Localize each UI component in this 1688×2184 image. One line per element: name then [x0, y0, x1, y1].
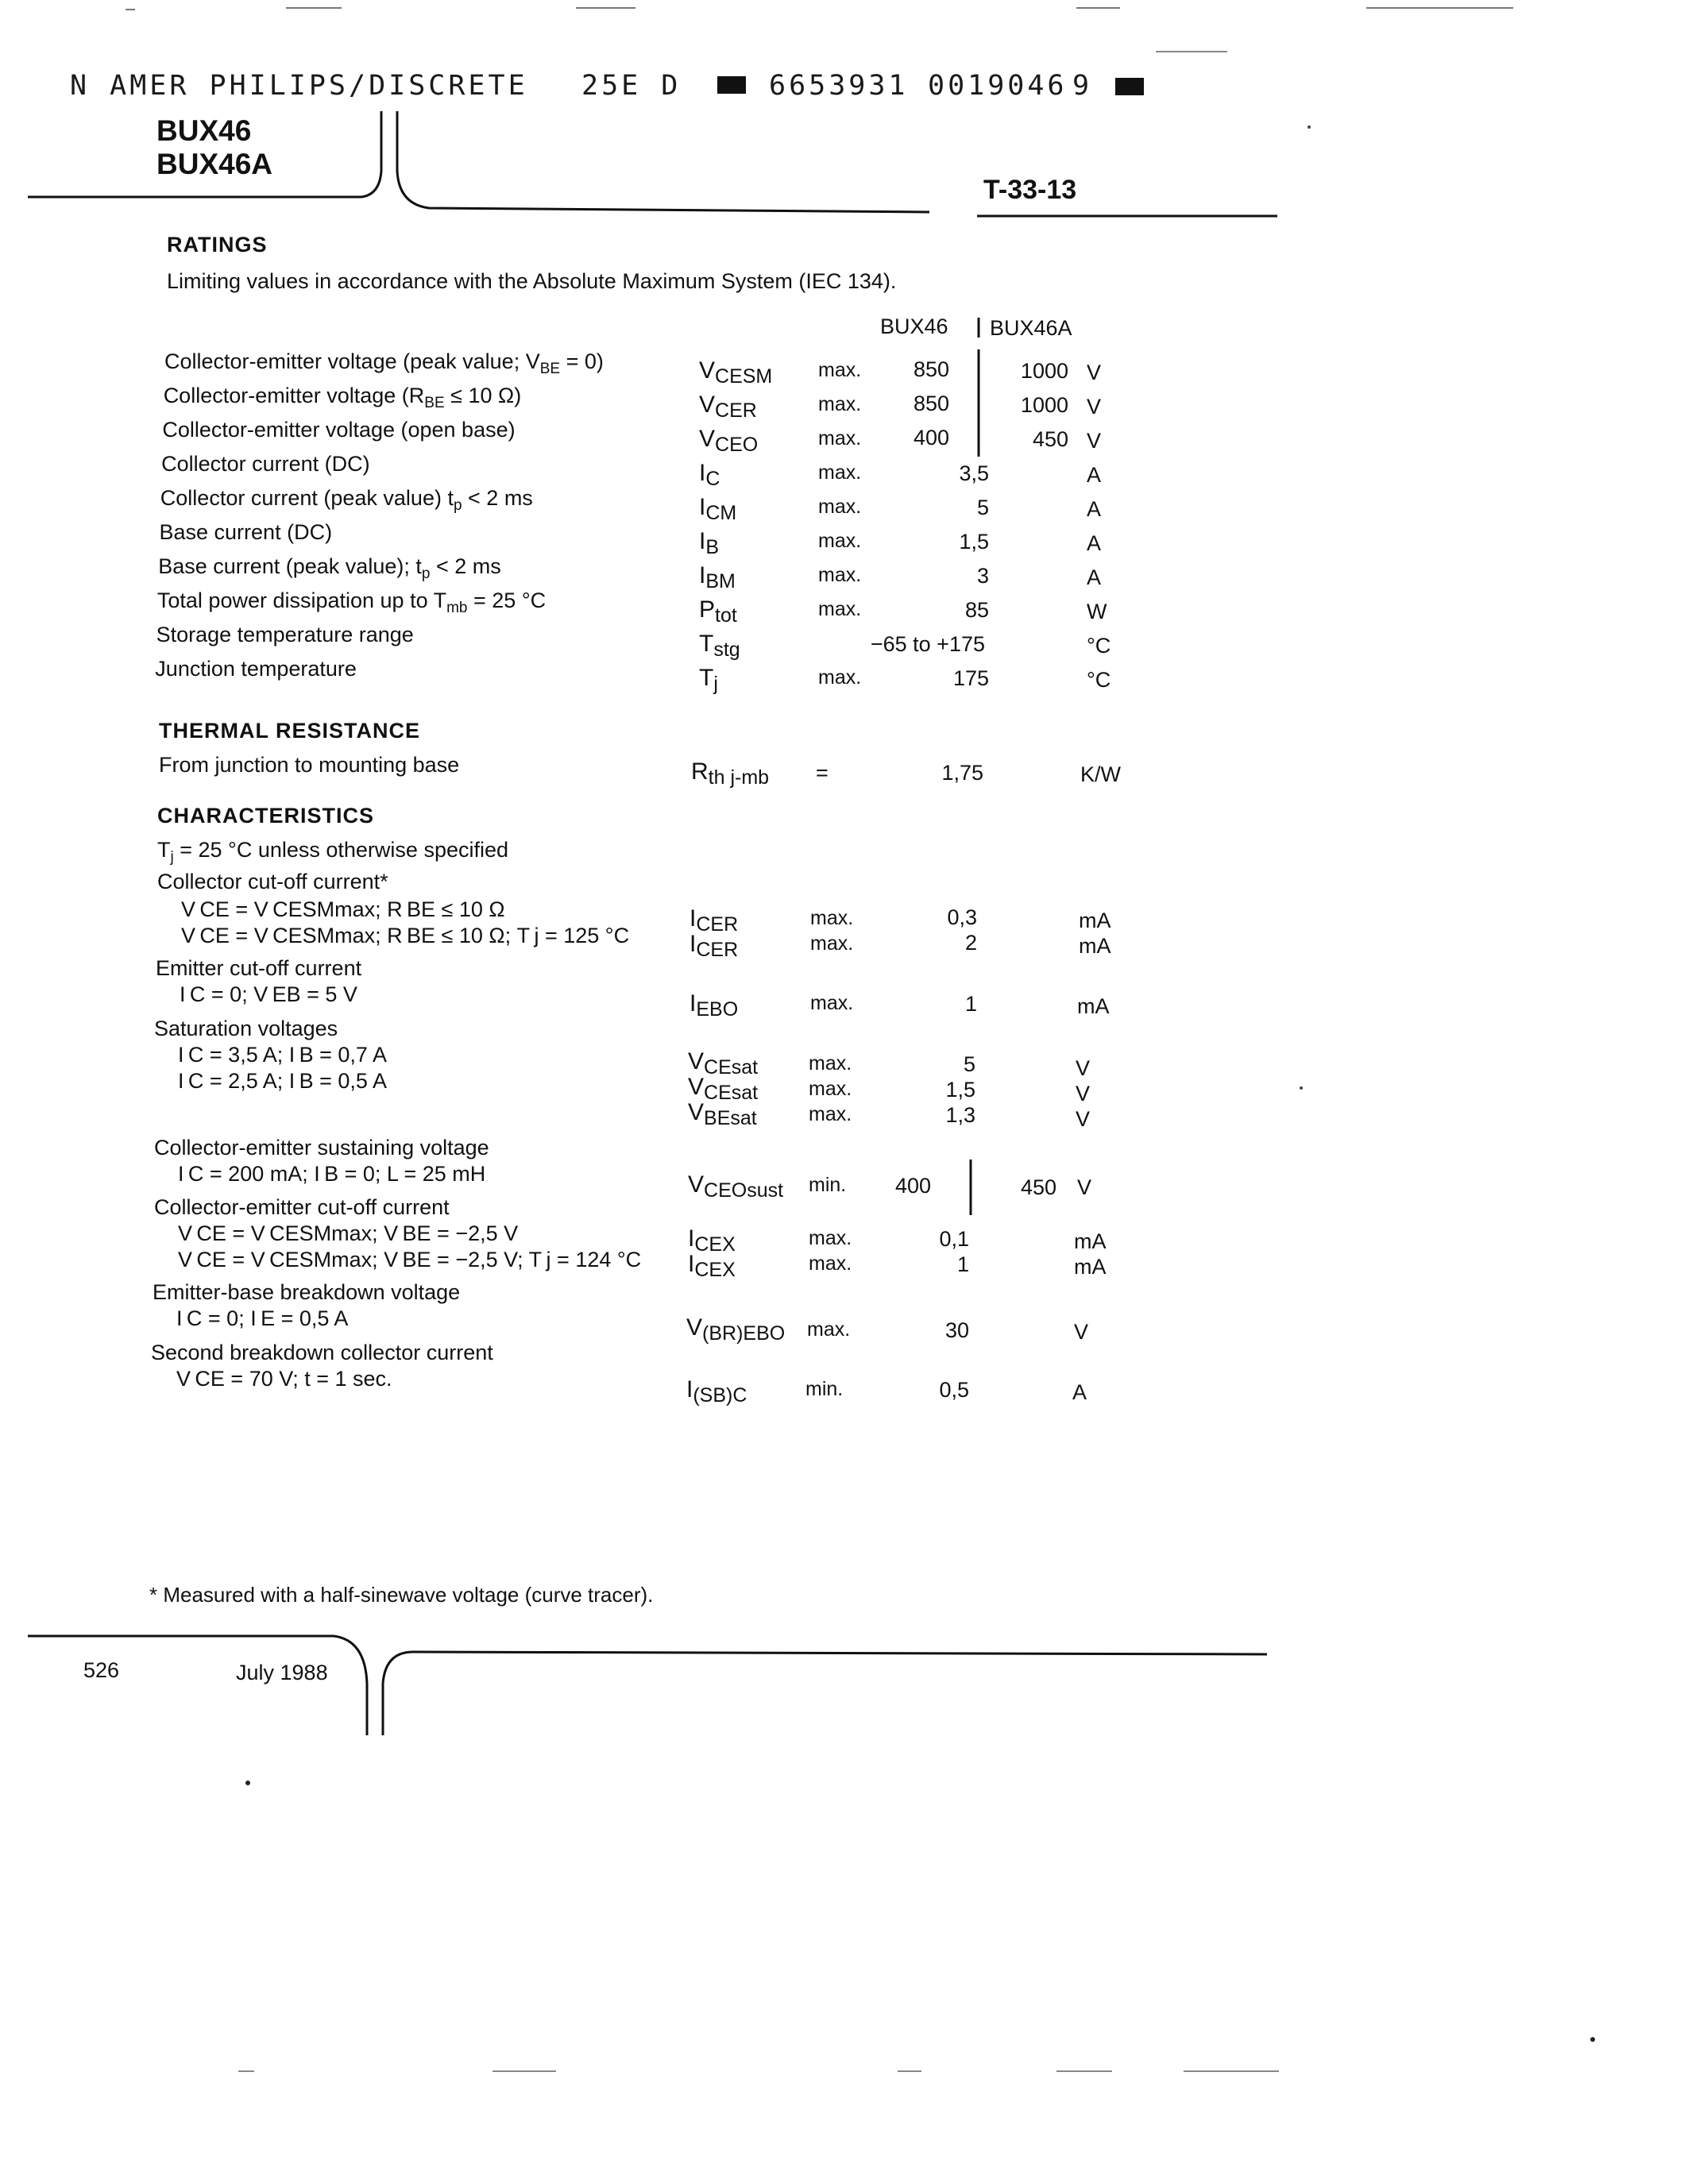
part-number-1: BUX46	[156, 114, 252, 147]
rating-unit: °C	[1087, 668, 1111, 692]
rating-symbol: $V_{CEO}$	[699, 426, 759, 456]
iebo-symbol: $I_{EBO}$	[689, 990, 739, 1021]
rating-symbol: $T_{stg}$	[699, 631, 740, 661]
vcesat-symbol-2: $V_{CEsat}$	[688, 1074, 759, 1104]
rating-label: Collector-emitter voltage (open base)	[162, 418, 516, 442]
rating-limit: max.	[818, 393, 862, 415]
sust-value-bux46: 400	[894, 1174, 931, 1198]
iebo-value: 1	[964, 992, 977, 1016]
icex-symbol-2: $I_{CEX}$	[688, 1251, 736, 1281]
page-number: 526	[83, 1658, 120, 1682]
column-bux46a: BUX46A	[990, 316, 1072, 340]
cex-condition-2: V CE = V CESMmax; V BE = −2,5 V; T j = 124 °C	[178, 1248, 642, 1271]
vcesat-symbol-1: $V_{CEsat}$	[688, 1048, 759, 1078]
sustaining-condition: I C = 200 mA; I B = 0; L = 25 mH	[178, 1162, 486, 1186]
rating-limit: max.	[818, 496, 862, 518]
ebo-breakdown-condition: I C = 0; I E = 0,5 A	[176, 1306, 349, 1330]
sb-unit: A	[1072, 1380, 1087, 1404]
stamp-number-2: 0019046	[928, 70, 1068, 102]
ratings-heading: RATINGS	[167, 233, 268, 257]
thermal-unit: K/W	[1080, 762, 1121, 786]
vceosust-symbol: $V_{CEOsust}$	[688, 1171, 784, 1202]
cex-limit-1: max.	[809, 1227, 852, 1249]
rating-limit: max.	[818, 598, 862, 620]
sat-limit-2: max.	[809, 1078, 852, 1100]
cex-limit-2: max.	[809, 1252, 852, 1275]
vcesat-value-1: 5	[963, 1052, 975, 1076]
stamp-number-1: 6653931	[769, 70, 909, 102]
stamp-code: 25E D	[581, 70, 682, 102]
rating-unit: °C	[1087, 634, 1111, 658]
cex-condition-1: V CE = V CESMmax; V BE = −2,5 V	[178, 1221, 519, 1245]
stamp-digit: 9	[1072, 70, 1093, 102]
sb-value: 0,5	[939, 1378, 969, 1402]
cutoff-condition-2: V CE = V CESMmax; R BE ≤ 10 Ω; T j = 125 °C	[181, 924, 630, 947]
sust-unit: V	[1077, 1175, 1092, 1199]
icex-symbol-1: $I_{CEX}$	[688, 1225, 736, 1256]
stamp-company: N AMER PHILIPS/DISCRETE	[70, 70, 528, 102]
icer-unit-2: mA	[1079, 934, 1111, 958]
rating-limit: max.	[818, 530, 862, 552]
column-bux46: BUX46	[880, 314, 948, 338]
rating-limit: max.	[818, 359, 862, 381]
rating-symbol: $V_{CESM}$	[699, 357, 773, 388]
rating-value-bux46: 400	[913, 426, 949, 450]
rating-value-bux46a: 1000	[1020, 393, 1068, 417]
rating-limit: max.	[818, 564, 862, 586]
rating-unit: V	[1087, 361, 1102, 384]
thermal-value: 1,75	[941, 761, 983, 785]
sat-limit-1: max.	[809, 1052, 852, 1075]
rating-value-bux46: 850	[913, 357, 949, 381]
ebo-limit: max.	[807, 1318, 851, 1341]
thermal-equals: =	[816, 761, 829, 785]
vbesat-symbol: $V_{BEsat}$	[688, 1099, 757, 1129]
rating-label: Collector current (peak value) $t_p < 2$ ms	[160, 486, 533, 514]
cutoff-title: Collector cut-off current*	[157, 870, 388, 893]
part-number-2: BUX46A	[156, 148, 272, 180]
rating-label: Collector-emitter voltage (peak value; $V_{BE} = 0$)	[164, 349, 604, 377]
rating-unit: W	[1087, 600, 1107, 623]
thermal-heading: THERMAL RESISTANCE	[159, 719, 421, 743]
rating-value: 85	[964, 598, 989, 622]
icer-value-1: 0,3	[947, 905, 977, 929]
rating-label: Total power dissipation up to $T_{mb} = 25$ °C	[156, 588, 547, 616]
rating-unit: A	[1087, 497, 1102, 521]
rating-value: 1,5	[959, 530, 989, 554]
ebo-value: 30	[944, 1318, 969, 1342]
ebo-unit: V	[1074, 1320, 1089, 1344]
rating-label: Collector current (DC)	[161, 452, 370, 476]
rating-value: 3	[976, 564, 989, 588]
cex-unit-2: mA	[1074, 1255, 1107, 1279]
isbc-symbol: $I_{(SB)C}$	[686, 1376, 747, 1406]
sust-value-bux46a: 450	[1020, 1175, 1056, 1199]
ebo-breakdown-title: Emitter-base breakdown voltage	[153, 1280, 461, 1304]
barcode-mark-end	[1115, 78, 1144, 95]
rating-unit: A	[1087, 531, 1102, 555]
ratings-intro: Limiting values in accordance with the Absolute Maximum System (IEC 134).	[167, 269, 897, 293]
rating-symbol: $I_{CM}$	[699, 494, 737, 524]
barcode-mark	[717, 76, 746, 94]
footnote: * Measured with a half-sinewave voltage (curve tracer).	[149, 1583, 654, 1607]
rating-value: −65 to +175	[870, 632, 985, 656]
sat-unit-3: V	[1076, 1107, 1091, 1131]
cex-title: Collector-emitter cut-off current	[154, 1195, 450, 1219]
cex-unit-1: mA	[1074, 1229, 1107, 1253]
rating-symbol: $I_C$	[699, 460, 720, 490]
characteristics-heading: CHARACTERISTICS	[157, 804, 375, 828]
publication-date: July 1988	[236, 1661, 328, 1684]
icer-symbol-1: $I_{CER}$	[689, 905, 739, 936]
sust-limit: min.	[809, 1174, 847, 1196]
thermal-label: From junction to mounting base	[159, 753, 460, 777]
rating-label: Collector-emitter voltage ($R_{BE} \le 10$ Ω)	[163, 384, 522, 411]
rating-unit: A	[1087, 565, 1102, 589]
icer-symbol-2: $I_{CER}$	[689, 931, 739, 961]
sustaining-title: Collector-emitter sustaining voltage	[154, 1136, 489, 1160]
rating-symbol: $I_{BM}$	[699, 562, 736, 592]
rating-symbol: $V_{CER}$	[699, 392, 757, 422]
thermal-symbol: $R_{th j-mb}$	[691, 758, 770, 789]
rating-limit: max.	[818, 427, 862, 450]
rating-value-bux46: 850	[913, 392, 949, 415]
sat-unit-1: V	[1076, 1056, 1091, 1080]
vbesat-value: 1,3	[945, 1103, 975, 1127]
rating-value-bux46a: 1000	[1020, 359, 1068, 383]
rating-symbol: $I_B$	[699, 528, 720, 558]
vcesat-value-2: 1,5	[945, 1078, 975, 1102]
saturation-condition-2: I C = 2,5 A; I B = 0,5 A	[178, 1069, 387, 1093]
second-breakdown-condition: V CE = 70 V; t = 1 sec.	[176, 1367, 392, 1391]
rating-unit: A	[1087, 463, 1102, 487]
rating-symbol: $P_{tot}$	[699, 596, 737, 627]
rating-unit: V	[1087, 395, 1102, 419]
rating-unit: V	[1087, 429, 1102, 453]
drawing-number: T-33-13	[983, 175, 1077, 205]
rating-value: 3,5	[959, 461, 989, 485]
rating-value: 5	[976, 496, 989, 519]
sb-limit: min.	[805, 1378, 844, 1400]
sat-limit-3: max.	[809, 1103, 852, 1125]
vbrebo-symbol: $V_{(BR)EBO}$	[686, 1314, 786, 1345]
iebo-limit: max.	[810, 992, 854, 1014]
emitter-cutoff-title: Emitter cut-off current	[156, 956, 362, 980]
rating-label: Junction temperature	[155, 657, 357, 681]
emitter-cutoff-condition: I C = 0; V EB = 5 V	[180, 982, 357, 1006]
sat-unit-2: V	[1076, 1082, 1091, 1106]
iebo-unit: mA	[1077, 994, 1110, 1018]
characteristics-condition: $T_j = 25$ °C unless otherwise specified	[157, 838, 509, 866]
rating-limit: max.	[818, 666, 862, 689]
second-breakdown-title: Second breakdown collector current	[151, 1341, 493, 1364]
icex-value-2: 1	[956, 1252, 969, 1276]
icer-value-2: 2	[964, 931, 977, 955]
rating-symbol: $T_j$	[699, 665, 718, 695]
rating-label: Storage temperature range	[156, 623, 414, 646]
rating-limit: max.	[818, 461, 862, 484]
icer-limit-2: max.	[810, 932, 854, 955]
rating-label: Base current (DC)	[159, 520, 333, 544]
icer-unit-1: mA	[1079, 909, 1111, 932]
rating-value: 175	[952, 666, 989, 690]
icer-limit-1: max.	[810, 907, 854, 929]
saturation-condition-1: I C = 3,5 A; I B = 0,7 A	[178, 1043, 387, 1067]
rating-value-bux46a: 450	[1032, 427, 1068, 451]
rating-label: Base current (peak value); $t_p < 2$ ms	[158, 554, 501, 582]
icex-value-1: 0,1	[939, 1227, 969, 1251]
cutoff-condition-1: V CE = V CESMmax; R BE ≤ 10 Ω	[181, 897, 505, 921]
saturation-title: Saturation voltages	[154, 1017, 338, 1040]
